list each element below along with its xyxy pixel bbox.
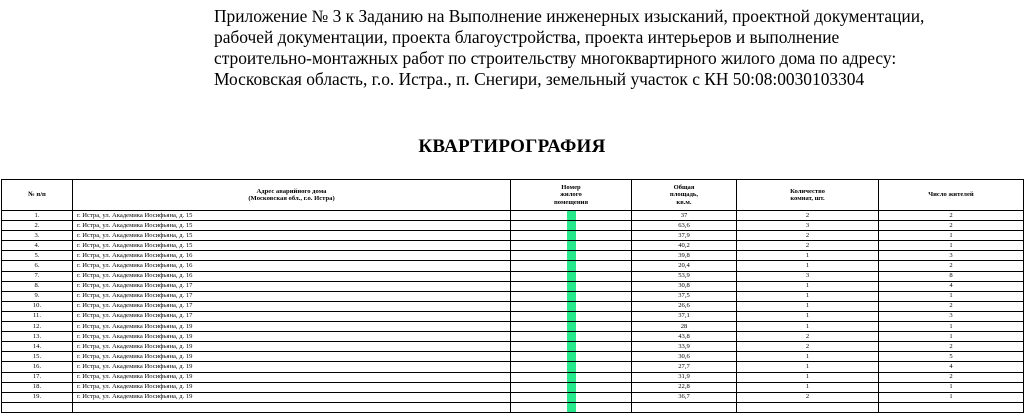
table-row — [2, 281, 1024, 291]
cell-area: 20,4 — [632, 261, 737, 271]
redacted-apartment-number — [567, 403, 576, 412]
cell-apartment — [511, 211, 632, 221]
cell-num: 9. — [2, 291, 73, 301]
redacted-apartment-number — [567, 332, 576, 341]
cell-area: 37,9 — [632, 231, 737, 241]
cell-residents: 4 — [879, 362, 1024, 372]
cell-apartment — [511, 332, 632, 342]
table-row — [2, 291, 1024, 301]
cell-residents: 2 — [879, 342, 1024, 352]
redacted-apartment-number — [567, 362, 576, 371]
cell-residents: 8 — [879, 271, 1024, 281]
redacted-apartment-number — [567, 231, 576, 240]
redacted-apartment-number — [567, 292, 576, 301]
redacted-apartment-number — [567, 221, 576, 230]
cell-area: 22,8 — [632, 382, 737, 392]
col-header-residents: Число жителей — [879, 180, 1024, 211]
table-row — [2, 362, 1024, 372]
cell-rooms: 1 — [737, 281, 879, 291]
cell-residents: 1 — [879, 332, 1024, 342]
col-header-address: Адрес аварийного дома (Московская обл., г.о. Истра) — [73, 180, 511, 211]
appendix-header — [214, 6, 1020, 90]
cell-area: 39,8 — [632, 251, 737, 261]
redacted-apartment-number — [567, 282, 576, 291]
cell-residents: 4 — [879, 281, 1024, 291]
cell-rooms: 1 — [737, 251, 879, 261]
cell-rooms: 1 — [737, 382, 879, 392]
cell-apartment — [511, 322, 632, 332]
cell-apartment — [511, 241, 632, 251]
cell-apartment — [511, 231, 632, 241]
cell-apartment — [511, 261, 632, 271]
cell-address: г. Истра, ул. Академика Иосифьяна, д. 17 — [73, 311, 511, 321]
table-row — [2, 342, 1024, 352]
cell-apartment — [511, 362, 632, 372]
cell-area: 37,5 — [632, 291, 737, 301]
cell-apartment — [511, 301, 632, 311]
cell-apartment — [511, 221, 632, 231]
cell-num: 12. — [2, 322, 73, 332]
table-row — [2, 402, 1024, 412]
cell-residents: 2 — [879, 301, 1024, 311]
cell-apartment — [511, 311, 632, 321]
cell-num: 6. — [2, 261, 73, 271]
redacted-apartment-number — [567, 393, 576, 402]
redacted-apartment-number — [567, 261, 576, 270]
col-header-rooms: Количество комнат, шт. — [737, 180, 879, 211]
cell-num: 14. — [2, 342, 73, 352]
cell-residents: 1 — [879, 231, 1024, 241]
cell-apartment — [511, 402, 632, 412]
cell-rooms: 3 — [737, 271, 879, 281]
cell-address: г. Истра, ул. Академика Иосифьяна, д. 15 — [73, 241, 511, 251]
cell-apartment — [511, 352, 632, 362]
cell-apartment — [511, 251, 632, 261]
cell-residents: 2 — [879, 211, 1024, 221]
cell-apartment — [511, 291, 632, 301]
table-row — [2, 382, 1024, 392]
header-line: Приложение № 3 к Заданию на Выполнение инженерных изысканий, проектной документации, — [214, 6, 925, 26]
redacted-apartment-number — [567, 373, 576, 382]
cell-address: г. Истра, ул. Академика Иосифьяна, д. 16 — [73, 251, 511, 261]
cell-area: 27,7 — [632, 362, 737, 372]
redacted-apartment-number — [567, 241, 576, 250]
table-row — [2, 311, 1024, 321]
cell-address: г. Истра, ул. Академика Иосифьяна, д. 17 — [73, 301, 511, 311]
table-row — [2, 261, 1024, 271]
cell-rooms: 2 — [737, 332, 879, 342]
cell-area: 40,2 — [632, 241, 737, 251]
cell-residents: 2 — [879, 221, 1024, 231]
cell-num: 19. — [2, 392, 73, 402]
table-row — [2, 392, 1024, 402]
cell-residents: 2 — [879, 372, 1024, 382]
cell-residents: 1 — [879, 241, 1024, 251]
redacted-apartment-number — [567, 322, 576, 331]
table-row — [2, 322, 1024, 332]
cell-address: г. Истра, ул. Академика Иосифьяна, д. 19 — [73, 382, 511, 392]
table-row — [2, 231, 1024, 241]
cell-num: 8. — [2, 281, 73, 291]
cell-rooms: 1 — [737, 301, 879, 311]
cell-address: г. Истра, ул. Академика Иосифьяна, д. 19 — [73, 362, 511, 372]
cell-rooms: 1 — [737, 291, 879, 301]
cell-num: 11. — [2, 311, 73, 321]
table-row — [2, 352, 1024, 362]
cell-area — [632, 402, 737, 412]
cell-residents — [879, 402, 1024, 412]
cell-rooms: 1 — [737, 372, 879, 382]
redacted-apartment-number — [567, 342, 576, 351]
cell-num: 2. — [2, 221, 73, 231]
cell-apartment — [511, 342, 632, 352]
table-row — [2, 211, 1024, 221]
col-header-num: № п/п — [2, 180, 73, 211]
cell-residents: 1 — [879, 322, 1024, 332]
header-line: Московская область, г.о. Истра., п. Снегири, земельный участок с КН 50:08:0030103304 — [214, 69, 865, 89]
cell-area: 31,9 — [632, 372, 737, 382]
table-row — [2, 372, 1024, 382]
cell-address: г. Истра, ул. Академика Иосифьяна, д. 16 — [73, 271, 511, 281]
cell-address: г. Истра, ул. Академика Иосифьяна, д. 16 — [73, 261, 511, 271]
cell-area: 30,6 — [632, 352, 737, 362]
document-title: КВАРТИРОГРАФИЯ — [418, 136, 606, 157]
cell-rooms: 1 — [737, 322, 879, 332]
cell-address: г. Истра, ул. Академика Иосифьяна, д. 19 — [73, 332, 511, 342]
cell-address: г. Истра, ул. Академика Иосифьяна, д. 19 — [73, 342, 511, 352]
cell-num: 1. — [2, 211, 73, 221]
table-body — [2, 211, 1024, 413]
cell-address: г. Истра, ул. Академика Иосифьяна, д. 19 — [73, 392, 511, 402]
cell-area: 28 — [632, 322, 737, 332]
cell-rooms: 2 — [737, 231, 879, 241]
cell-address — [73, 402, 511, 412]
cell-address: г. Истра, ул. Академика Иосифьяна, д. 17 — [73, 281, 511, 291]
cell-address: г. Истра, ул. Академика Иосифьяна, д. 19 — [73, 372, 511, 382]
header-line: рабочей документации, проекта благоустройства, проекта интерьеров и выполнение — [214, 27, 840, 47]
cell-residents: 1 — [879, 382, 1024, 392]
cell-area: 37,1 — [632, 311, 737, 321]
cell-num: 5. — [2, 251, 73, 261]
cell-address: г. Истра, ул. Академика Иосифьяна, д. 15 — [73, 221, 511, 231]
cell-area: 30,8 — [632, 281, 737, 291]
cell-apartment — [511, 281, 632, 291]
cell-residents: 2 — [879, 261, 1024, 271]
cell-address: г. Истра, ул. Академика Иосифьяна, д. 15 — [73, 231, 511, 241]
redacted-apartment-number — [567, 312, 576, 321]
cell-rooms: 3 — [737, 221, 879, 231]
table-row — [2, 221, 1024, 231]
cell-area: 26,6 — [632, 301, 737, 311]
apartment-table — [1, 179, 1024, 413]
cell-residents: 1 — [879, 291, 1024, 301]
cell-num: 18. — [2, 382, 73, 392]
table-row — [2, 301, 1024, 311]
table-row — [2, 241, 1024, 251]
cell-rooms: 1 — [737, 311, 879, 321]
table-row — [2, 251, 1024, 261]
redacted-apartment-number — [567, 302, 576, 311]
cell-area: 37 — [632, 211, 737, 221]
table-header-row — [2, 180, 1024, 211]
cell-rooms: 2 — [737, 342, 879, 352]
cell-area: 33,9 — [632, 342, 737, 352]
cell-address: г. Истра, ул. Академика Иосифьяна, д. 15 — [73, 211, 511, 221]
cell-address: г. Истра, ул. Академика Иосифьяна, д. 19 — [73, 352, 511, 362]
cell-num — [2, 402, 73, 412]
cell-rooms: 1 — [737, 352, 879, 362]
redacted-apartment-number — [567, 352, 576, 361]
cell-apartment — [511, 271, 632, 281]
cell-area: 36,7 — [632, 392, 737, 402]
cell-num: 4. — [2, 241, 73, 251]
cell-num: 13. — [2, 332, 73, 342]
cell-apartment — [511, 372, 632, 382]
cell-num: 15. — [2, 352, 73, 362]
cell-area: 63,6 — [632, 221, 737, 231]
cell-address: г. Истра, ул. Академика Иосифьяна, д. 19 — [73, 322, 511, 332]
cell-residents: 5 — [879, 352, 1024, 362]
cell-num: 10. — [2, 301, 73, 311]
cell-rooms — [737, 402, 879, 412]
redacted-apartment-number — [567, 251, 576, 260]
cell-num: 7. — [2, 271, 73, 281]
table-row — [2, 332, 1024, 342]
cell-residents: 3 — [879, 311, 1024, 321]
cell-address: г. Истра, ул. Академика Иосифьяна, д. 17 — [73, 291, 511, 301]
cell-area: 43,8 — [632, 332, 737, 342]
cell-residents: 1 — [879, 392, 1024, 402]
cell-rooms: 1 — [737, 362, 879, 372]
cell-num: 3. — [2, 231, 73, 241]
table-row — [2, 271, 1024, 281]
redacted-apartment-number — [567, 211, 576, 220]
cell-num: 17. — [2, 372, 73, 382]
cell-rooms: 2 — [737, 211, 879, 221]
cell-num: 16. — [2, 362, 73, 372]
cell-apartment — [511, 392, 632, 402]
cell-residents: 3 — [879, 251, 1024, 261]
header-line: строительно-монтажных работ по строительству многоквартирного жилого дома по адресу: — [214, 48, 897, 68]
cell-rooms: 1 — [737, 261, 879, 271]
col-header-apartment: Номер жилого помещения — [511, 180, 632, 211]
cell-apartment — [511, 382, 632, 392]
cell-rooms: 2 — [737, 392, 879, 402]
redacted-apartment-number — [567, 383, 576, 392]
redacted-apartment-number — [567, 272, 576, 281]
col-header-area: Общая площадь, кв.м. — [632, 180, 737, 211]
cell-rooms: 2 — [737, 241, 879, 251]
cell-area: 53,9 — [632, 271, 737, 281]
